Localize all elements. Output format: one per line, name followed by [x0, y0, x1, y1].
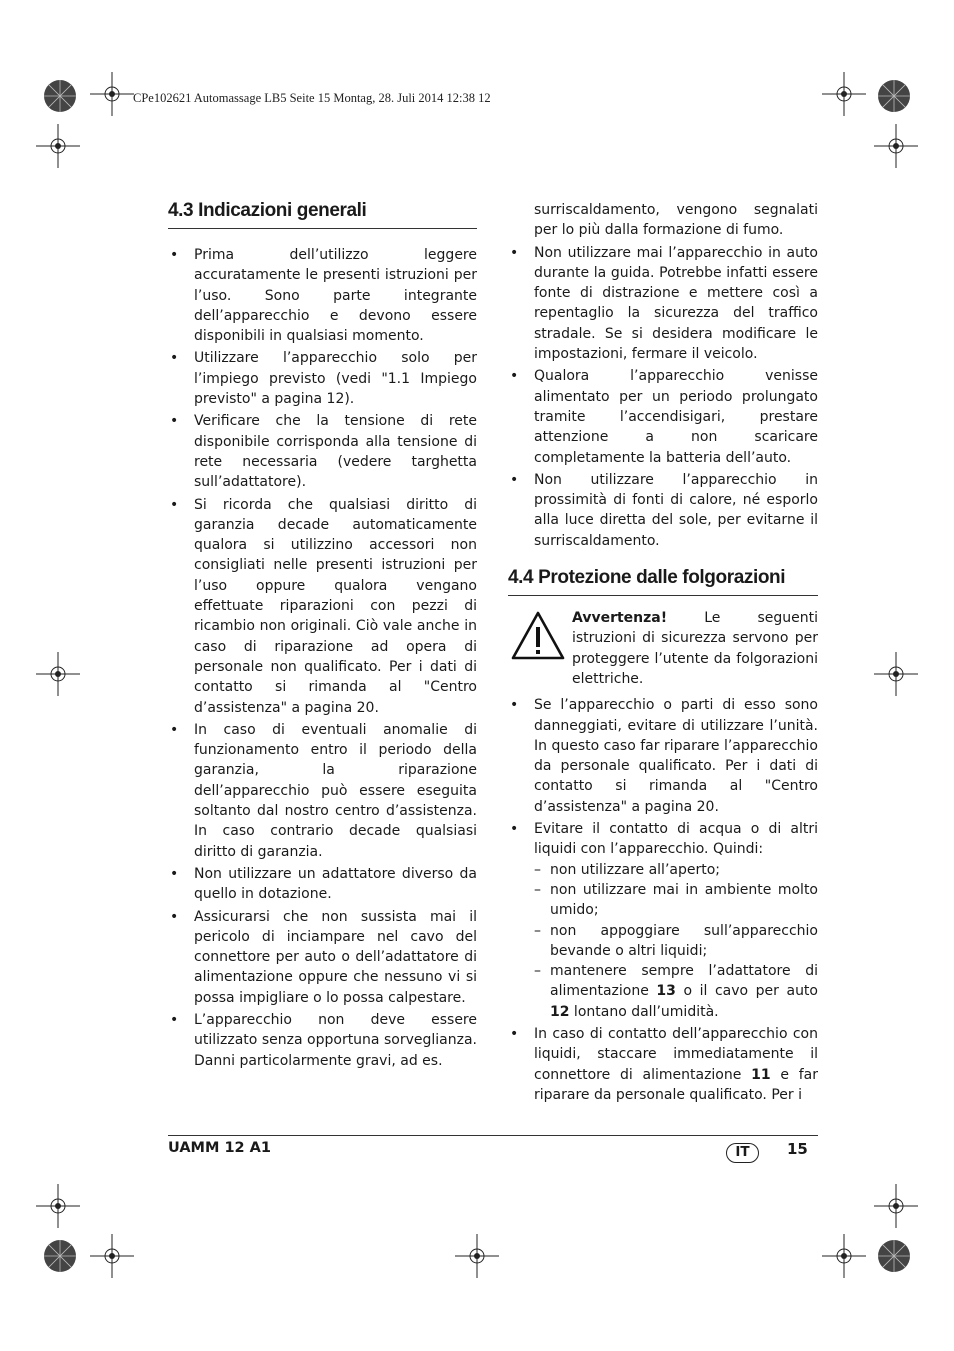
crosshair-mark-top-right — [822, 72, 866, 116]
footer-rule — [168, 1135, 818, 1136]
general-notes-list — [168, 245, 477, 1071]
registration-mark-top-left-circle — [42, 78, 78, 114]
dash-list — [534, 860, 818, 1022]
list-item — [508, 1024, 818, 1105]
footer-model-code: UAMM 12 A1 — [168, 1140, 271, 1156]
dash-text: lontano dall’umidità. — [569, 1003, 719, 1020]
list-item: • L’apparecchio non deve essere utilizzato senza opportuna sorveglianza. Danni particolarmente gravi, ad es. — [168, 1010, 477, 1071]
crosshair-mark-left-middle — [36, 652, 80, 696]
crosshair-mark-left-upper — [36, 124, 80, 168]
part-number: 13 — [656, 983, 676, 1000]
warning-label: Avvertenza! — [572, 610, 668, 627]
list-item — [508, 819, 818, 1022]
list-item: • Verificare che la tensione di rete disponibile corrisponda alla tensione di rete necessaria (vedere targhetta sull’adattatore). — [168, 411, 477, 492]
list-item: • Non utilizzare un adattatore diverso da quello in dotazione. — [168, 864, 477, 905]
crosshair-mark-right-upper — [874, 124, 918, 168]
list-item: • In caso di eventuali anomalie di funzionamento entro il periodo della garanzia, la riparazione dell’apparecchio può essere eseguita soltanto dal nostro centro d’assistenza. In caso contrario decade qualsiasi diritto di garanzia. — [168, 720, 477, 862]
crosshair-mark-right-lower — [874, 1184, 918, 1228]
section-title-4-3: 4.3 Indicazioni generali — [168, 200, 477, 229]
left-column — [168, 200, 477, 1073]
list-item: • Assicurarsi che non sussista mai il pericolo di inciampare nel cavo del connettore per auto o dell’adattatore di alimentazione oppure che nessuno vi si possa impigliare o lo possa calpestare. — [168, 907, 477, 1008]
dash-text: o il cavo per auto — [675, 983, 818, 1000]
dash-item: – non utilizzare all’aperto; — [534, 860, 818, 880]
dash-item: – non utilizzare mai in ambiente molto umido; — [534, 880, 818, 921]
electric-shock-list — [508, 695, 818, 1105]
list-item: • Utilizzare l’apparecchio solo per l’impiego previsto (vedi "1.1 Impiego previsto" a pagina 12). — [168, 348, 477, 409]
registration-mark-bottom-left-circle — [42, 1238, 78, 1274]
list-item-text: In caso di contatto dell’apparecchio con liquidi, staccare immediatamente il connettore di alimentazione — [534, 1025, 818, 1083]
dash-text: mantenere sempre l’adattatore di alimentazione — [550, 963, 818, 1000]
list-item: • Non utilizzare mai l’apparecchio in auto durante la guida. Potrebbe infatti essere fonte di distrazione e mettere così a repentaglio la sicurezza del traffico stradale. Se si desidera modificare le impostazioni, fermare il veicolo. — [508, 243, 818, 365]
crosshair-mark-bottom-right — [822, 1234, 866, 1278]
dash-item: – non appoggiare sull’apparecchio bevande o altri liquidi; — [534, 921, 818, 962]
list-item: • Non utilizzare l’apparecchio in prossimità di fonti di calore, né esporlo alla luce diretta del sole, per evitarne il surriscaldamento. — [508, 470, 818, 551]
list-item-text: Evitare il contatto di acqua o di altri liquidi con l’apparecchio. Quindi: — [534, 821, 818, 858]
warning-text: Le seguenti istruzioni di sicurezza servono per proteggere l’utente da folgorazioni elettriche. — [572, 610, 818, 687]
crosshair-mark-bottom-left — [90, 1234, 134, 1278]
general-notes-list-continued — [508, 243, 818, 551]
crosshair-mark-bottom-center — [455, 1234, 499, 1278]
list-item-text: e far riparare da personale qualificato. Per i — [534, 1066, 818, 1103]
dash-item — [534, 961, 818, 1022]
list-item: • Si ricorda che qualsiasi diritto di garanzia decade automaticamente qualora si utilizzino accessori non consigliati nelle presenti istruzioni per l’uso oppure qualora vengano effettuate riparazioni con pezzi di ricambio non originali. Ciò vale anche in caso di riparazione ad opera di personale non qualificato. Per i dati di contatto si rimanda al "Centro d’assistenza" a pagina 20. — [168, 495, 477, 718]
warning-triangle-icon — [510, 610, 566, 662]
part-number: 11 — [751, 1066, 771, 1083]
right-column — [508, 200, 818, 1107]
page-number: 15 — [787, 1140, 808, 1158]
crosshair-mark-right-middle — [874, 652, 918, 696]
crosshair-mark-top-left — [90, 72, 134, 116]
warning-block — [508, 608, 818, 689]
list-item: • Prima dell’utilizzo leggere accuratamente le presenti istruzioni per l’uso. Sono parte integrante dell’apparecchio e devono essere disponibili in qualsiasi momento. — [168, 245, 477, 346]
crosshair-mark-left-lower — [36, 1184, 80, 1228]
registration-mark-top-right-circle — [876, 78, 912, 114]
part-number: 12 — [550, 1003, 570, 1020]
continued-paragraph: surriscaldamento, vengono segnalati per lo più dalla formazione di fumo. — [534, 202, 818, 239]
list-item: • Qualora l’apparecchio venisse alimentato per un periodo prolungato tramite l’accendisigari, prestare attenzione a non scaricare completamente la batteria dell’auto. — [508, 366, 818, 467]
list-item: • Se l’apparecchio o parti di esso sono danneggiati, evitare di utilizzare l’unità. In questo caso far riparare l’apparecchio da personale qualificato. Per i dati di contatto si rimanda al "Centro d’assistenza" a pagina 20. — [508, 695, 818, 817]
section-title-4-4: 4.4 Protezione dalle folgorazioni — [508, 567, 818, 596]
print-header: CPe102621 Automassage LB5 Seite 15 Montag, 28. Juli 2014 12:38 12 — [133, 91, 491, 105]
language-badge: IT — [726, 1143, 759, 1163]
registration-mark-bottom-right-circle — [876, 1238, 912, 1274]
